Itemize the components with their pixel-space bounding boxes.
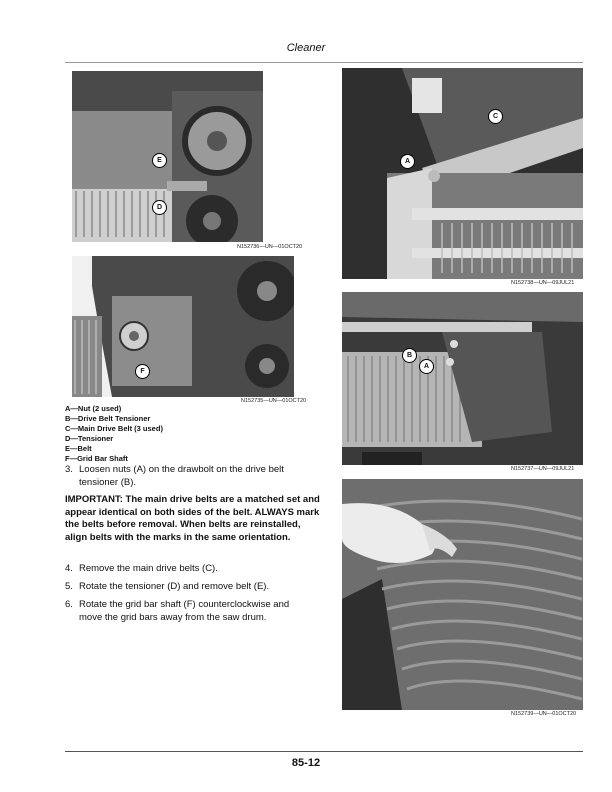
figure-code: N152738—UN—09JUL21 xyxy=(511,280,575,286)
legend-item: A—Nut (2 used) xyxy=(65,404,122,413)
figure-belt-tensioner-photo xyxy=(72,71,263,242)
figure-code: N152737—UN—09JUL21 xyxy=(511,466,575,472)
procedure-step xyxy=(65,581,315,594)
figure-grid-bar-shaft-photo xyxy=(72,256,294,397)
step-text: Rotate the tensioner (D) and remove belt (E). xyxy=(79,581,270,592)
page-number: 85-12 xyxy=(291,757,321,769)
step-number: 3. xyxy=(65,464,73,475)
procedure-step xyxy=(65,464,315,490)
page-header-title: Cleaner xyxy=(286,42,326,54)
callout-c: C xyxy=(488,109,503,124)
step-text: Remove the main drive belts (C). xyxy=(79,563,218,574)
important-label: IMPORTANT: xyxy=(65,494,123,505)
step-number: 5. xyxy=(65,581,73,592)
procedure-step xyxy=(65,599,315,625)
legend-item: D—Tensioner xyxy=(65,434,114,443)
legend-item: F—Grid Bar Shaft xyxy=(65,454,128,463)
callout-f: F xyxy=(135,364,150,379)
step-number: 4. xyxy=(65,563,73,574)
figure-code: N152739—UN—01OCT20 xyxy=(511,711,577,717)
legend-item: E—Belt xyxy=(65,444,92,453)
figure-drive-belt-tensioner-photo xyxy=(342,292,583,465)
header-divider xyxy=(65,62,583,63)
callout-a: A xyxy=(400,154,415,169)
figure-saw-drum-photo xyxy=(342,479,583,710)
callout-d: D xyxy=(152,200,167,215)
callout-a: A xyxy=(419,359,434,374)
footer-divider xyxy=(65,751,583,752)
callout-e: E xyxy=(152,153,167,168)
figure-code: N152735—UN—01OCT20 xyxy=(241,398,307,404)
step-number: 6. xyxy=(65,599,73,610)
callout-b: B xyxy=(402,348,417,363)
step-text: Rotate the grid bar shaft (F) counterclockwise and move the grid bars away from the saw drum. xyxy=(79,599,290,623)
important-text: The main drive belts are a matched set and appear identical on both sides of the belt. ALWAYS mark the belts before removal. When belts are reinstalled, align belts with the marks in the same orientation. xyxy=(65,494,320,543)
legend-item: C—Main Drive Belt (3 used) xyxy=(65,424,163,433)
figure-main-drive-belts-photo xyxy=(342,68,583,279)
important-note xyxy=(65,494,320,544)
legend-item: B—Drive Belt Tensioner xyxy=(65,414,151,423)
callout-legend xyxy=(65,404,163,464)
figure-code: N152736—UN—01OCT20 xyxy=(237,244,303,250)
procedure-step xyxy=(65,563,315,576)
step-text: Loosen nuts (A) on the drawbolt on the drive belt tensioner (B). xyxy=(79,464,284,488)
